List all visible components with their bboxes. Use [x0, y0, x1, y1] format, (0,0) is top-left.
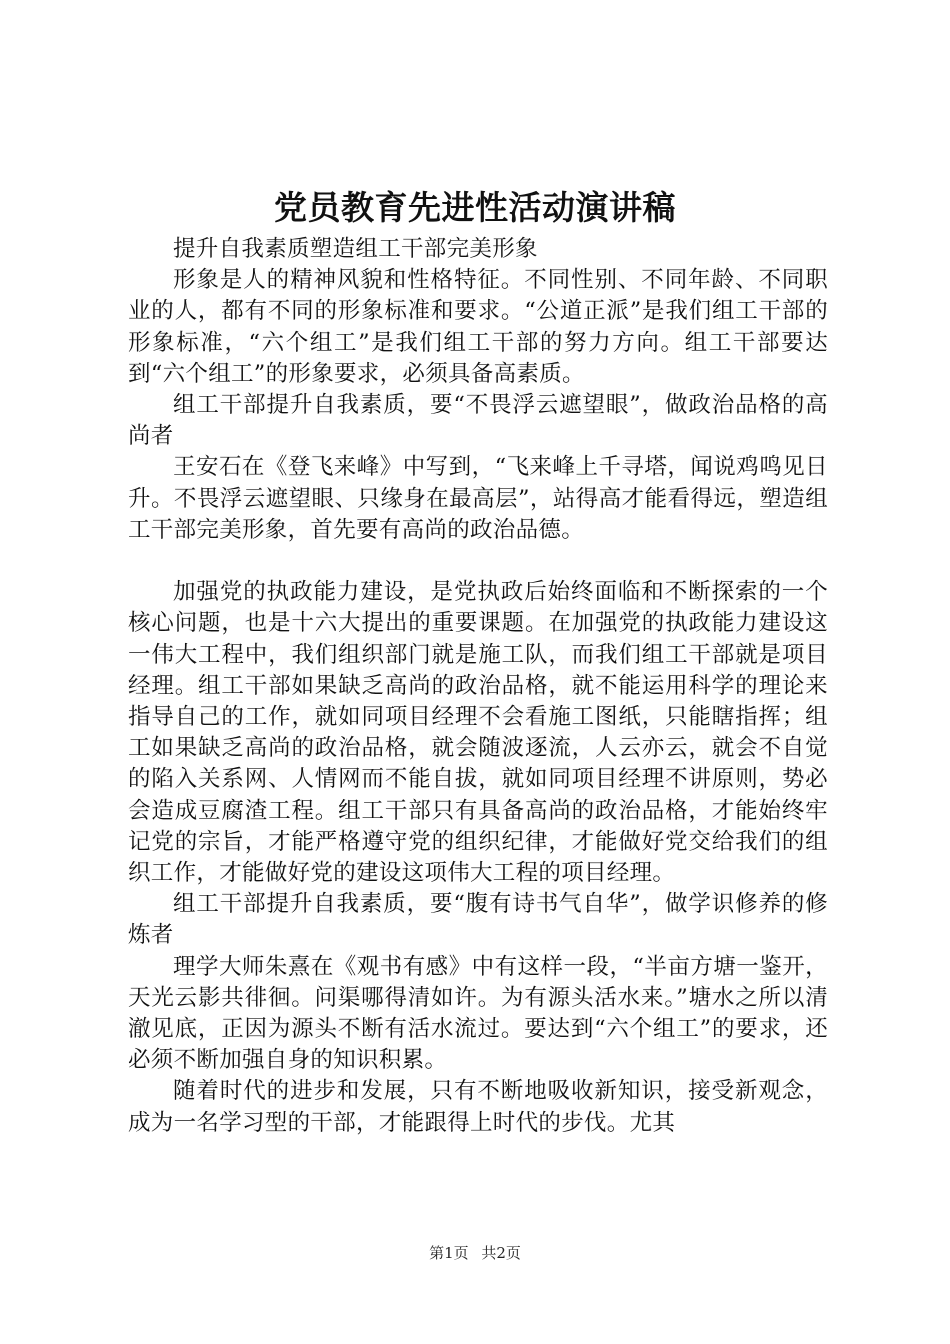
paragraph: 随着时代的进步和发展，只有不断地吸收新知识，接受新观念，成为一名学习型的干部，才能跟得上时代的步伐。尤其 [128, 1078, 828, 1136]
paragraph-heading: 组工干部提升自我素质，要“不畏浮云遮望眼”，做政治品格的高尚者 [128, 392, 828, 450]
page-total: 共2页 [481, 1244, 521, 1262]
document-title: 党员教育先进性活动演讲稿 [274, 188, 676, 227]
paragraph: 王安石在《登飞来峰》中写到，“飞来峰上千寻塔，闻说鸡鸣见日升。不畏浮云遮望眼、只缘身在最高层”，站得高才能看得远，塑造组工干部完美形象，首先要有高尚的政治品德。 [128, 454, 828, 543]
paragraph-subtitle: 提升自我素质塑造组工干部完美形象 [173, 236, 538, 262]
page-number: 第1页 [429, 1244, 469, 1262]
paragraph: 理学大师朱熹在《观书有感》中有这样一段，“半亩方塘一鉴开，天光云影共徘徊。问渠哪得清如许。为有源头活水来。”塘水之所以清澈见底，正因为源头不断有活水流过。要达到“六个组工”的要求，还必须不断加强自身的知识积累。 [128, 953, 828, 1074]
paragraph: 形象是人的精神风貌和性格特征。不同性别、不同年龄、不同职业的人，都有不同的形象标准和要求。“公道正派”是我们组工干部的形象标准，“六个组工”是我们组工干部的努力方向。组工干部要达到“六个组工”的形象要求，必须具备高素质。 [128, 267, 828, 387]
paragraph: 加强党的执政能力建设，是党执政后始终面临和不断探索的一个核心问题，也是十六大提出的重要课题。在加强党的执政能力建设这一伟大工程中，我们组织部门就是施工队，而我们组工干部就是项目经理。组工干部如果缺乏高尚的政治品格，就不能运用科学的理论来指导自己的工作，就如同项目经理不会看施工图纸，只能瞎指挥；组工如果缺乏高尚的政治品格，就会随波逐流，人云亦云，就会不自觉的陷入关系网、人情网而不能自拔，就如同项目经理不讲原则，势必会造成豆腐渣工程。组工干部只有具备高尚的政治品格，才能始终牢记党的宗旨，才能严格遵守党的组织纪律，才能做好党交给我们的组织工作，才能做好党的建设这项伟大工程的项目经理。 [128, 579, 828, 887]
page-footer [0, 1243, 950, 1263]
document-body [128, 234, 828, 1139]
paragraph-blank [128, 546, 828, 577]
paragraph-heading: 组工干部提升自我素质，要“腹有诗书气自华”，做学识修养的修炼者 [128, 891, 828, 949]
